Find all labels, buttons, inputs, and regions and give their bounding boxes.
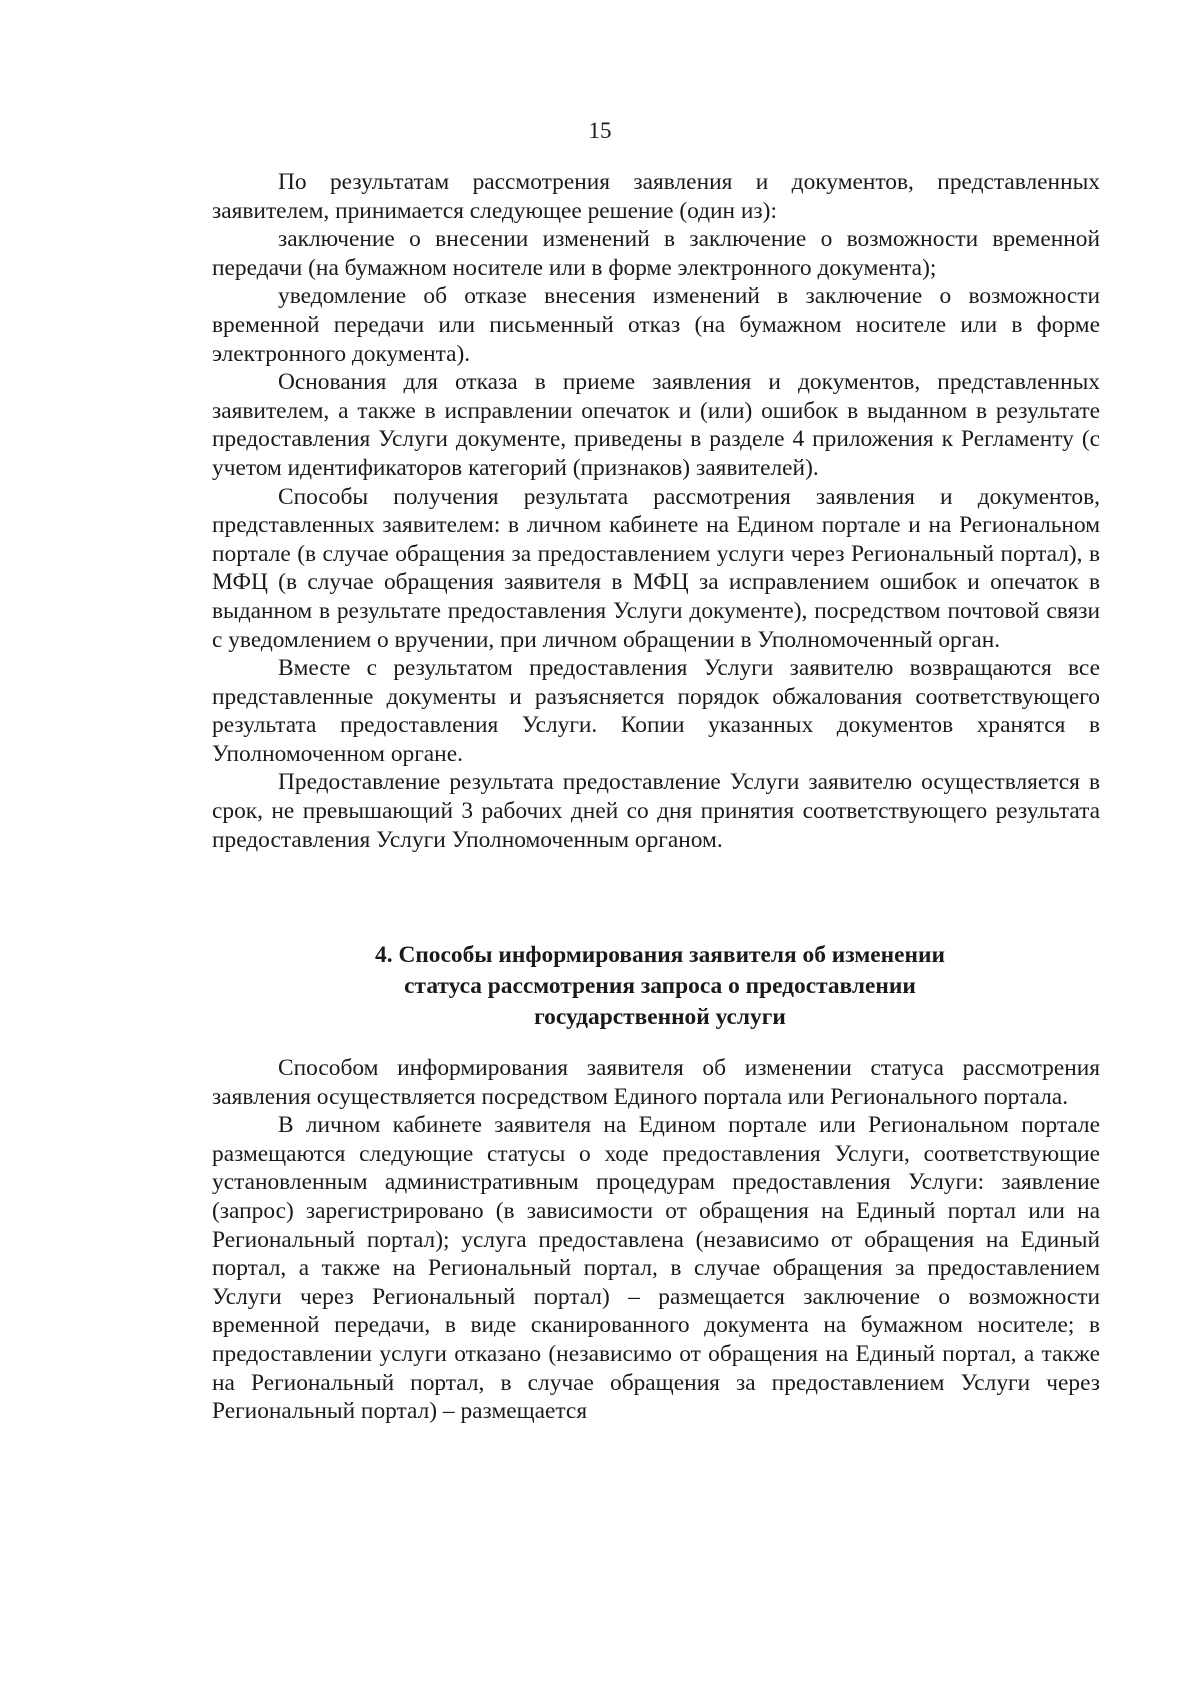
section-heading-line: 4. Способы информирования заявителя об изменении xyxy=(375,942,945,968)
paragraph-decision-option-refusal: уведомление об отказе внесения изменений в заключение о возможности временной передачи или письменный отказ (на бумажном носителе или в форме электронного документа). xyxy=(212,283,1100,367)
body-text-top xyxy=(212,168,1100,854)
paragraph-result-delivery-methods: Способы получения результата рассмотрения заявления и документов, представленных заявителем: в личном кабинете на Едином портале и на Региональном портале (в случае обращения за предоставлением услуги через Региональный портал), в МФЦ (в случае обращения заявителя в МФЦ за исправлением ошибок и опечаток в выданном в результате предоставления Услуги документе), посредством почтовой связи с уведомлением о вручении, при личном обращении в Уполномоченный орган. xyxy=(212,483,1100,653)
paragraph-decision-option-conclusion: заключение о внесении изменений в заключение о возможности временной передачи (на бумажном носителе или в форме электронного документа); xyxy=(212,226,1100,281)
page-number: 15 xyxy=(588,118,612,143)
paragraph-result-deadline: Предоставление результата предоставление Услуги заявителю осуществляется в срок, не превышающий 3 рабочих дней со дня принятия соответствующего результата предоставления Услуги Уполномоченным органом. xyxy=(212,769,1100,853)
section-heading-line: государственной услуги xyxy=(534,1004,786,1030)
body-text-bottom xyxy=(212,1054,1100,1426)
section-heading xyxy=(240,940,1080,1033)
paragraph-informing-method: Способом информирования заявителя об изменении статуса рассмотрения заявления осуществляется посредством Единого портала или Регионального портала. xyxy=(212,1055,1100,1110)
paragraph-status-list: В личном кабинете заявителя на Едином портале или Региональном портале размещаются следующие статусы о ходе предоставления Услуги, соответствующие установленным административным процедурам предоставления Услуги: заявление (запрос) зарегистрировано (в зависимости от обращения на Единый портал или на Региональный портал); услуга предоставлена (независимо от обращения на Единый портал, а также на Региональный портал, в случае обращения за предоставлением Услуги через Региональный портал) – размещается заключение о возможности временной передачи, в виде сканированного документа на бумажном носителе; в предоставлении услуги отказано (независимо от обращения на Единый портал, а также на Региональный портал, в случае обращения за предоставлением Услуги через Региональный портал) – размещается xyxy=(212,1112,1100,1425)
paragraph-documents-return: Вместе с результатом предоставления Услуги заявителю возвращаются все представленные документы и разъясняется порядок обжалования соответствующего результата предоставления Услуги. Копии указанных документов хранятся в Уполномоченном органе. xyxy=(212,655,1100,767)
paragraph-refusal-grounds: Основания для отказа в приеме заявления и документов, представленных заявителем, а также в исправлении опечаток и (или) ошибок в выданном в результате предоставления Услуги документе, приведены в разделе 4 приложения к Регламенту (с учетом идентификаторов категорий (признаков) заявителей). xyxy=(212,369,1100,481)
section-heading-line: статуса рассмотрения запроса о предоставлении xyxy=(404,973,916,999)
paragraph-decision-intro: По результатам рассмотрения заявления и документов, представленных заявителем, принимается следующее решение (один из): xyxy=(212,169,1100,224)
